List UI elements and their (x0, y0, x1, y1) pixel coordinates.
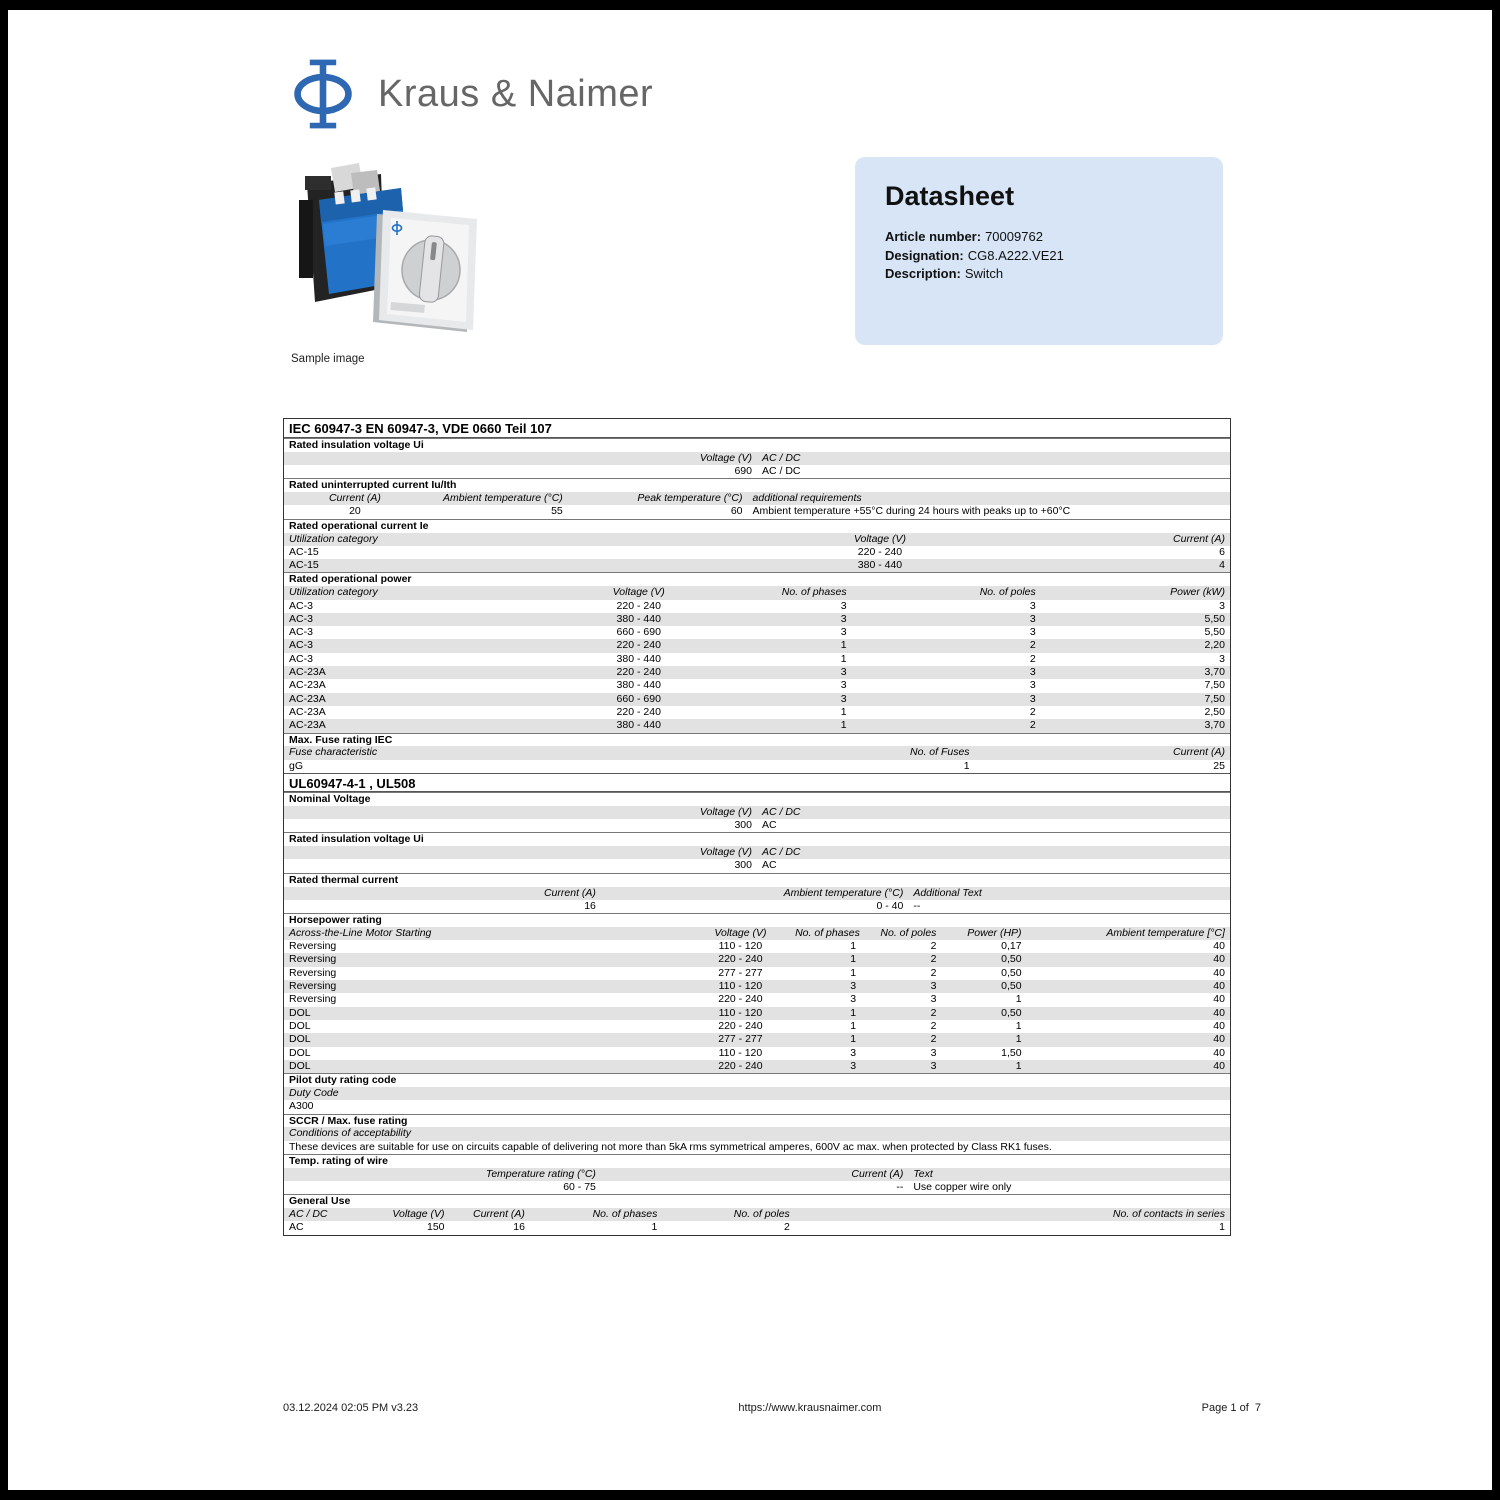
table-cell: 16 (513, 1221, 525, 1234)
table-cell: 3 (840, 692, 847, 705)
table-cell: 3 (1029, 692, 1036, 705)
table-row (284, 653, 1230, 666)
table-cell: 1 (840, 705, 847, 718)
table-cell: 1 (1015, 1033, 1022, 1046)
table-cell: 4 (1219, 559, 1225, 572)
table-cell: 220 - 240 (616, 599, 661, 612)
table-cell: No. of contacts in series (1112, 1208, 1225, 1221)
table-cell: 2 (930, 966, 937, 979)
table-row (284, 679, 1230, 692)
table-cell: AC-3 (289, 612, 313, 625)
table-cell: 2 (930, 953, 937, 966)
column-header-row (284, 452, 1230, 465)
table-cell: 1 (850, 953, 857, 966)
table-cell: 3 (840, 612, 847, 625)
description-label: Description: (885, 266, 961, 281)
footer-url[interactable]: https://www.krausnaimer.com (738, 1402, 882, 1414)
table-row (284, 1007, 1230, 1020)
table-row (284, 1060, 1230, 1073)
table-cell: 1 (840, 639, 847, 652)
table-cell: No. of phases (592, 1208, 658, 1221)
table-cell: 3 (850, 980, 857, 993)
article-number-field (885, 228, 1193, 247)
table-cell: AC-3 (289, 652, 313, 665)
table-cell: 1 (1015, 1019, 1022, 1032)
table-cell: 0,50 (1001, 966, 1022, 979)
table-cell: 3 (1029, 679, 1036, 692)
table-cell: DOL (289, 1059, 311, 1072)
footer-page-number: Page 1 of 7 (1201, 1402, 1261, 1414)
section-header: Pilot duty rating code (284, 1073, 1230, 1087)
table-cell: AC-3 (289, 639, 313, 652)
section-header: Rated operational power (284, 572, 1230, 586)
column-header-row (284, 846, 1230, 859)
table-cell: 3 (930, 1059, 937, 1072)
column-header-row (284, 1127, 1230, 1140)
table-cell: 3 (850, 1059, 857, 1072)
table-cell: A300 (289, 1100, 314, 1113)
table-cell: 2 (1029, 639, 1036, 652)
section-header: Nominal Voltage (284, 792, 1230, 806)
table-cell: AC (289, 1221, 304, 1234)
table-cell: 40 (1213, 1033, 1225, 1046)
table-cell: 277 - 277 (718, 1033, 763, 1046)
table-cell: 3 (850, 1046, 857, 1059)
section-header: Max. Fuse rating IEC (284, 733, 1230, 747)
table-cell: 2 (930, 1033, 937, 1046)
table-cell: 110 - 120 (718, 980, 763, 993)
table-cell: No. of poles (733, 1208, 790, 1221)
table-cell: AC-23A (289, 679, 326, 692)
table-cell: 3 (1029, 599, 1036, 612)
kraus-naimer-phi-logo-icon (290, 55, 356, 133)
table-cell: 380 - 440 (616, 719, 661, 732)
section-header: Rated operational current Ie (284, 519, 1230, 533)
table-cell: 380 - 440 (616, 679, 661, 692)
table-cell: 2 (1029, 652, 1036, 665)
table-cell: 3 (840, 666, 847, 679)
table-cell: 300 (734, 859, 752, 872)
table-row (284, 1047, 1230, 1060)
table-cell: 3 (930, 1046, 937, 1059)
table-cell: 2 (1029, 719, 1036, 732)
table-cell: AC / DC (289, 1208, 328, 1221)
designation-value: CG8.A222.VE21 (967, 247, 1064, 263)
brand-header (290, 54, 653, 134)
table-row (284, 953, 1230, 966)
section-header: Rated insulation voltage Ui (284, 438, 1230, 452)
table-cell: 3 (1029, 666, 1036, 679)
table-cell: 220 - 240 (616, 705, 661, 718)
description-value: Switch (964, 266, 1004, 281)
table-cell: 1 (840, 719, 847, 732)
table-row (284, 967, 1230, 980)
section-header: SCCR / Max. fuse rating (284, 1114, 1230, 1128)
table-cell: additional requirements (752, 492, 862, 505)
table-row (284, 600, 1230, 613)
table-cell: 1 (651, 1221, 658, 1234)
spec-table (283, 418, 1231, 1236)
table-cell: 1 (850, 940, 857, 953)
table-cell: AC-3 (289, 599, 313, 612)
table-cell: 20 (349, 505, 361, 518)
column-header-row (284, 586, 1230, 599)
table-cell: DOL (289, 1006, 311, 1019)
designation-label: Designation: (885, 247, 964, 263)
table-row (284, 1020, 1230, 1033)
table-cell: Duty Code (289, 1086, 339, 1099)
table-cell: DOL (289, 1019, 311, 1032)
table-row (284, 613, 1230, 626)
table-cell: Power (HP) (967, 926, 1022, 939)
table-cell: Utilization category (289, 532, 378, 545)
table-cell: AC / DC (762, 805, 801, 818)
table-cell: Reversing (289, 940, 337, 953)
table-cell: AC / DC (762, 465, 801, 478)
table-cell: -- (913, 899, 921, 912)
table-cell: 0,50 (1001, 1006, 1022, 1019)
table-cell: AC-23A (289, 692, 326, 705)
table-cell: 1 (850, 966, 857, 979)
table-cell: 3 (1219, 652, 1225, 665)
table-cell: 6 (1219, 545, 1225, 558)
table-row (284, 546, 1230, 559)
table-cell: AC-15 (289, 545, 319, 558)
table-row (284, 819, 1230, 832)
table-cell: 660 - 690 (616, 692, 661, 705)
table-cell: Conditions of acceptability (289, 1127, 411, 1140)
section-header: Rated thermal current (284, 873, 1230, 887)
table-cell: 380 - 440 (857, 559, 903, 572)
table-row (284, 1221, 1230, 1234)
table-cell: Fuse characteristic (289, 746, 378, 759)
table-cell: 40 (1213, 1019, 1225, 1032)
table-cell: 110 - 120 (718, 940, 763, 953)
table-cell: 1 (963, 759, 970, 772)
table-cell: 0,50 (1001, 953, 1022, 966)
column-header-row (284, 746, 1230, 759)
table-cell: Reversing (289, 980, 337, 993)
table-section-title: UL60947-4-1 , UL508 (284, 773, 1230, 792)
table-cell: 1,50 (1001, 1046, 1022, 1059)
column-header-row (284, 492, 1230, 505)
product-sample-image (293, 160, 485, 348)
table-cell: gG (289, 759, 304, 772)
table-cell: 40 (1213, 966, 1225, 979)
table-cell: AC-23A (289, 666, 326, 679)
table-cell: 110 - 120 (718, 1006, 763, 1019)
table-cell: 220 - 240 (718, 953, 763, 966)
table-cell: 277 - 277 (718, 966, 763, 979)
table-cell: Voltage (V) (714, 926, 767, 939)
table-cell: 3 (840, 626, 847, 639)
table-cell: 7,50 (1204, 679, 1225, 692)
table-row (284, 706, 1230, 719)
sample-image-caption: Sample image (291, 353, 365, 365)
column-header-row (284, 1168, 1230, 1181)
table-cell: 220 - 240 (857, 545, 903, 558)
table-cell: 3 (840, 679, 847, 692)
table-cell: Current (A) (473, 1208, 525, 1221)
table-row (284, 1100, 1230, 1113)
table-cell: These devices are suitable for use on circuits capable of delivering not more than 5kA rms symmetrical amperes, 600V ac max. when protected by Class RK1 fuses. (289, 1140, 1052, 1153)
table-cell: No. of poles (880, 926, 937, 939)
table-row (284, 559, 1230, 572)
table-cell: 220 - 240 (718, 993, 763, 1006)
table-cell: DOL (289, 1046, 311, 1059)
table-cell: 2 (930, 1006, 937, 1019)
table-cell: 660 - 690 (616, 626, 661, 639)
table-row (284, 1033, 1230, 1046)
table-cell: Reversing (289, 993, 337, 1006)
table-cell: 5,50 (1204, 612, 1225, 625)
table-row (284, 940, 1230, 953)
table-cell: AC-23A (289, 719, 326, 732)
table-cell: Voltage (V) (699, 846, 752, 859)
table-cell: Utilization category (289, 586, 378, 599)
table-section-title: IEC 60947-3 EN 60947-3, VDE 0660 Teil 107 (284, 419, 1230, 438)
table-cell: AC / DC (762, 846, 801, 859)
column-header-row (284, 806, 1230, 819)
table-cell: 40 (1213, 940, 1225, 953)
table-cell: 2,20 (1204, 639, 1225, 652)
table-cell: -- (896, 1181, 904, 1194)
designation-field (885, 247, 1193, 266)
article-number-value: 70009762 (985, 229, 1043, 244)
column-header-row (284, 927, 1230, 940)
switch-illustration (293, 160, 485, 348)
section-header: Temp. rating of wire (284, 1154, 1230, 1168)
table-cell: 3 (850, 993, 857, 1006)
table-cell: AC-3 (289, 626, 313, 639)
table-cell: No. of poles (979, 586, 1036, 599)
table-cell: 1 (840, 652, 847, 665)
table-cell: 220 - 240 (718, 1059, 763, 1072)
column-header-row (284, 533, 1230, 546)
table-cell: 2 (930, 1019, 937, 1032)
table-row (284, 993, 1230, 1006)
table-cell: DOL (289, 1033, 311, 1046)
table-cell: AC (762, 859, 777, 872)
table-cell: Voltage (V) (392, 1208, 445, 1221)
description-field (885, 265, 1193, 284)
table-cell: Voltage (V) (612, 586, 665, 599)
table-cell: Across-the-Line Motor Starting (289, 926, 432, 939)
table-cell: 690 (734, 465, 752, 478)
table-cell: 60 (730, 505, 743, 518)
footer-date: 03.12.2024 02:05 PM v3.23 (283, 1402, 419, 1414)
table-cell: 3 (930, 993, 937, 1006)
brand-name: Kraus & Naimer (378, 72, 654, 115)
table-cell: 2,50 (1204, 705, 1225, 718)
table-row (284, 639, 1230, 652)
table-cell: 1 (850, 1019, 857, 1032)
table-cell: 0,50 (1001, 980, 1022, 993)
column-header-row (284, 1087, 1230, 1100)
table-cell: 7,50 (1204, 692, 1225, 705)
table-cell: Peak temperature (°C) (637, 492, 743, 505)
table-cell: AC-15 (289, 559, 319, 572)
table-cell: 380 - 440 (616, 652, 661, 665)
table-row (284, 626, 1230, 639)
table-cell: 1 (850, 1033, 857, 1046)
document-page (8, 10, 1492, 1490)
table-cell: 60 - 75 (563, 1181, 596, 1194)
table-cell: 55 (551, 505, 563, 518)
table-row (284, 693, 1230, 706)
table-cell: 2 (783, 1221, 790, 1234)
table-cell: 40 (1213, 953, 1225, 966)
table-cell: Reversing (289, 953, 337, 966)
datasheet-title: Datasheet (885, 181, 1015, 211)
table-cell: Ambient temperature (°C) (783, 886, 904, 899)
column-header-row (284, 1208, 1230, 1221)
table-cell: No. of Fuses (910, 746, 970, 759)
table-cell: AC / DC (762, 451, 801, 464)
table-row (284, 719, 1230, 732)
section-header: Horsepower rating (284, 913, 1230, 927)
section-header: Rated uninterrupted current Iu/Ith (284, 478, 1230, 492)
table-cell: 40 (1213, 1006, 1225, 1019)
section-header: General Use (284, 1194, 1230, 1208)
column-header-row (284, 887, 1230, 900)
table-row (284, 760, 1230, 773)
table-cell: Ambient temperature [°C] (1106, 926, 1225, 939)
table-cell: 16 (584, 899, 596, 912)
table-cell: AC (762, 819, 777, 832)
table-cell: 150 (427, 1221, 445, 1234)
table-cell: 40 (1213, 1059, 1225, 1072)
table-cell: 3 (1029, 612, 1036, 625)
table-row (284, 900, 1230, 913)
table-cell: Current (A) (328, 492, 381, 505)
table-cell: Power (kW) (1170, 586, 1225, 599)
table-cell: 3 (840, 599, 847, 612)
table-cell: 1 (1015, 993, 1022, 1006)
table-cell: 25 (1213, 759, 1225, 772)
table-cell: 1 (1015, 1059, 1022, 1072)
table-cell: 1 (850, 1006, 857, 1019)
table-cell: 5,50 (1204, 626, 1225, 639)
table-cell: 1 (1219, 1221, 1225, 1234)
table-cell: No. of phases (781, 586, 847, 599)
table-row (284, 1141, 1230, 1154)
table-cell: 2 (1029, 705, 1036, 718)
table-cell: 3 (1219, 599, 1225, 612)
table-cell: 3 (1029, 626, 1036, 639)
table-cell: Current (A) (543, 886, 596, 899)
table-cell: 40 (1213, 1046, 1225, 1059)
table-cell: Reversing (289, 966, 337, 979)
table-cell: Text (913, 1167, 933, 1180)
table-cell: 220 - 240 (616, 639, 661, 652)
table-cell: Current (A) (1173, 532, 1225, 545)
table-cell: 3,70 (1204, 666, 1225, 679)
table-cell: Ambient temperature (°C) (443, 492, 563, 505)
datasheet-info-box (855, 157, 1223, 345)
table-cell: 0,17 (1001, 940, 1022, 953)
table-cell: 300 (734, 819, 752, 832)
table-cell: Voltage (V) (853, 532, 907, 545)
table-cell: Ambient temperature +55°C during 24 hours with peaks up to +60°C (752, 505, 1071, 518)
table-cell: 110 - 120 (718, 1046, 763, 1059)
table-cell: 380 - 440 (616, 612, 661, 625)
table-cell: Additional Text (913, 886, 982, 899)
table-cell: 220 - 240 (718, 1019, 763, 1032)
table-cell: Current (A) (1173, 746, 1225, 759)
table-cell: 3 (930, 980, 937, 993)
table-row (284, 505, 1230, 518)
table-cell: No. of phases (795, 926, 860, 939)
page-footer (283, 1402, 1261, 1414)
table-row (284, 1181, 1230, 1194)
table-cell: Voltage (V) (699, 805, 752, 818)
table-cell: AC-23A (289, 705, 326, 718)
table-cell: 40 (1213, 993, 1225, 1006)
table-cell: Current (A) (851, 1167, 904, 1180)
table-cell: Temperature rating (°C) (485, 1167, 596, 1180)
section-header: Rated insulation voltage Ui (284, 832, 1230, 846)
table-cell: 2 (930, 940, 937, 953)
table-cell: Use copper wire only (913, 1181, 1012, 1194)
table-cell: 40 (1213, 980, 1225, 993)
table-row (284, 666, 1230, 679)
table-row (284, 465, 1230, 478)
table-row (284, 859, 1230, 872)
table-cell: 0 - 40 (876, 899, 904, 912)
table-cell: 3,70 (1204, 719, 1225, 732)
table-row (284, 980, 1230, 993)
table-cell: 220 - 240 (616, 666, 661, 679)
article-number-label: Article number: (885, 229, 982, 244)
table-cell: Voltage (V) (699, 451, 752, 464)
